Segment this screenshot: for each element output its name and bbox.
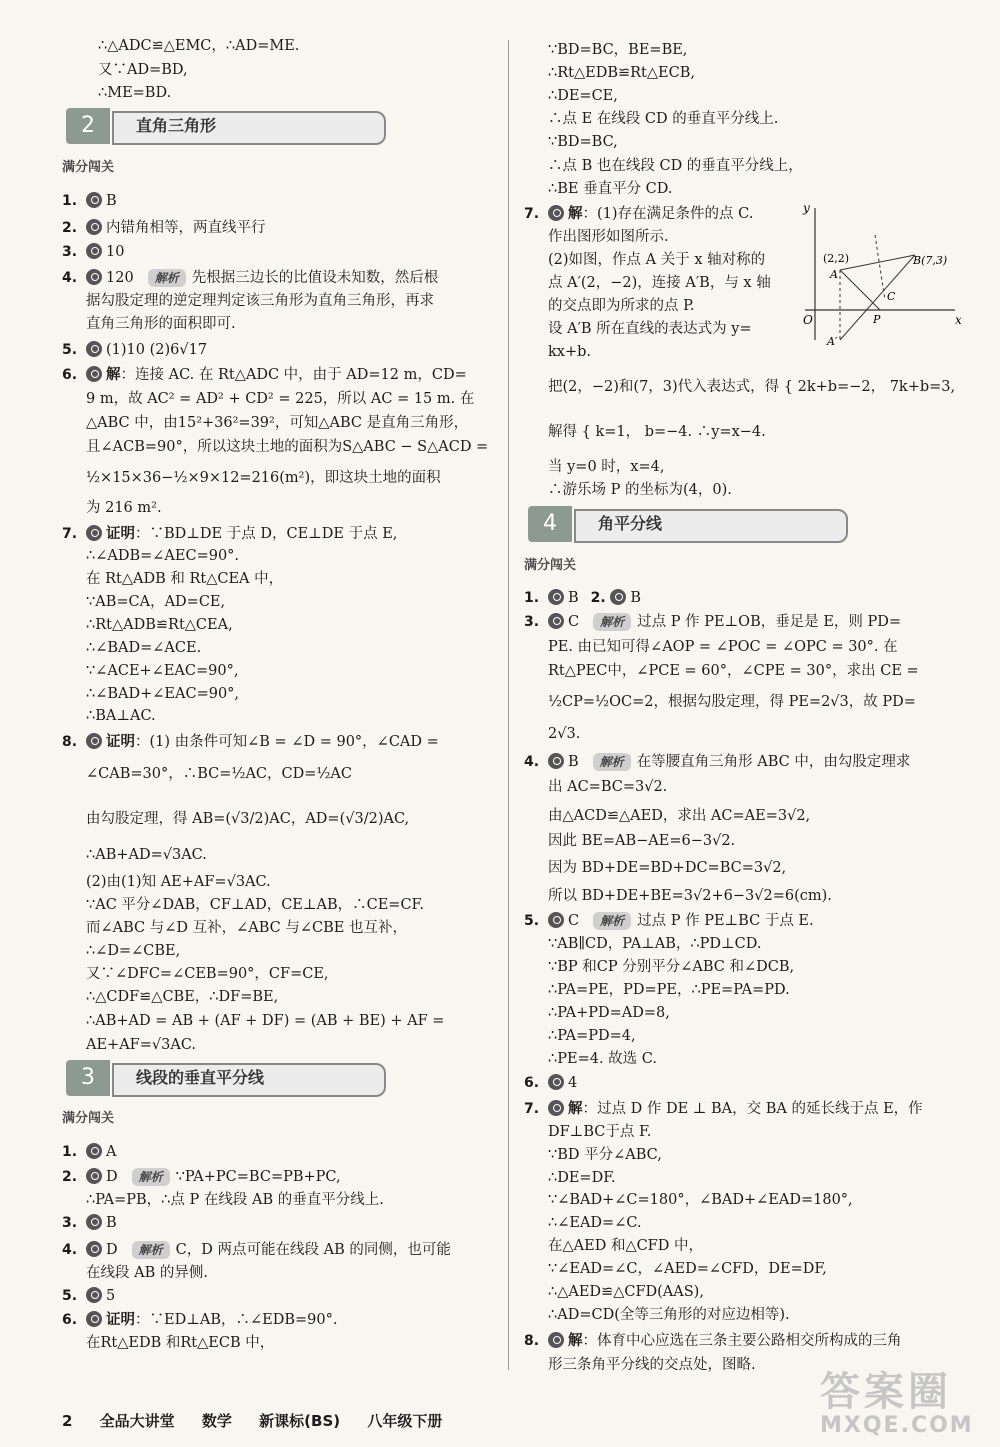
answer-text: B (568, 590, 579, 606)
question-number: 4. (62, 1242, 78, 1258)
solution-lead: 证明 (106, 733, 135, 750)
key-icon (86, 1143, 102, 1159)
solution-line (86, 1310, 337, 1330)
analysis-text: 出 AC=BC=3√2. (548, 779, 668, 795)
solution-text: kx+b. (548, 344, 592, 360)
analysis-text: 2√3. (548, 726, 581, 742)
key-icon (548, 1332, 564, 1348)
solution-line (548, 1099, 923, 1119)
answer (86, 218, 266, 238)
question-number: 5. (62, 342, 78, 358)
page-footer (62, 1410, 464, 1431)
analysis-text: 因此 BE=AB−AE=6−3√2. (548, 833, 736, 849)
answer (548, 612, 901, 632)
page-number: 2 (62, 1412, 73, 1430)
section-title: 直角三角形 (136, 116, 217, 135)
analysis-text: ∴PA=PE，PD=PE，∴PE=PA=PD. (548, 982, 790, 998)
answer (86, 1142, 116, 1162)
key-icon (86, 219, 102, 235)
key-icon (548, 589, 564, 605)
point-label: B(7,3) (913, 254, 948, 267)
solution-text: 在 Rt△ADB 和 Rt△CEA 中， (86, 571, 284, 587)
answer (86, 1213, 117, 1233)
section-number: 4 (528, 506, 572, 542)
key-icon (86, 366, 102, 382)
question-number: 6. (524, 1075, 540, 1091)
solution-text: 把(2，−2)和(7，3)代入表达式，得 { 2k+b=−2， 7k+b=3, (548, 379, 956, 395)
analysis-text: 过点 P 作 PE⊥OB，垂足是 E，则 PD= (637, 614, 902, 630)
analysis-text: Rt△PEC中，∠PCE = 60°，∠CPE = 30°，求出 CE = (548, 663, 919, 679)
analysis-text: 先根据三边长的比值设未知数，然后根 (191, 270, 439, 286)
solution-text: 解得 { k=1， b=−4. ∴y=x−4. (548, 424, 766, 440)
question-number: 6. (62, 367, 78, 383)
key-icon (86, 341, 102, 357)
analysis-text: ∴PA=PB，∴点 P 在线段 AB 的垂直平分线上. (86, 1192, 384, 1208)
key-icon (610, 589, 626, 605)
question-number: 8. (524, 1333, 540, 1349)
solution-line (86, 524, 397, 544)
solution-text: ∠CAB=30°，∴BC=½AC，CD=½AC (86, 766, 352, 782)
watermark-text: 答案圈 (820, 1369, 952, 1415)
subsection-label: 满分闯关 (524, 558, 577, 573)
solution-text: AE+AF=√3AC. (86, 1037, 197, 1053)
answer-text: A (106, 1144, 117, 1160)
solution-text: ½×15×36−½×9×12=216(m²)，即这块土地的面积 (86, 470, 441, 486)
analysis-text: ∵PA+PC=BC=PB+PC, (175, 1169, 341, 1185)
solution-text: 9 m，故 AC² = AD² + CD² = 225，所以 AC = 15 m. 在 (86, 391, 475, 407)
question-number: 1. (62, 1144, 78, 1160)
question-number: 6. (62, 1312, 78, 1328)
text-line: ∵BD=BC, (548, 134, 618, 150)
solution-text: ∵∠BAD+∠C=180°，∠BAD+∠EAD=180°, (548, 1192, 853, 1208)
column-divider (508, 40, 509, 1370)
key-icon (548, 205, 564, 221)
solution-text: ∵BD 平分∠ABC, (548, 1147, 662, 1163)
analysis-tag: 解析 (132, 1168, 170, 1186)
point-label: C (887, 290, 896, 303)
solution-lead: 解 (568, 1100, 583, 1117)
edition-label: 新课标(BS) (259, 1412, 341, 1430)
key-icon (86, 733, 102, 749)
question-number: 3. (62, 1215, 78, 1231)
section-number: 2 (66, 108, 110, 144)
answer-text: D (106, 1242, 118, 1258)
answer-text: 内错角相等，两直线平行 (106, 220, 266, 236)
answer (86, 242, 124, 262)
watermark-url: MXQE.COM (820, 1413, 974, 1438)
analysis-text: 因为 BD+DE=BD+DC=BC=3√2, (548, 860, 787, 876)
analysis-text: 在等腰直角三角形 ABC 中，由勾股定理求 (636, 754, 911, 770)
analysis-text: 所以 BD+DE+BE=3√2+6−3√2=6(cm). (548, 888, 832, 904)
watermark (820, 1360, 974, 1438)
question-number: 4. (62, 270, 78, 286)
solution-text: 当 y=0 时，x=4, (548, 459, 665, 475)
analysis-text: ∴PA=PD=4, (548, 1028, 636, 1044)
solution-text: 为 216 m². (86, 500, 162, 516)
solution-text: ∵∠ACE+∠EAC=90°, (86, 663, 239, 679)
solution-text: 在Rt△EDB 和Rt△ECB 中， (86, 1335, 275, 1351)
answer-text: 4 (568, 1075, 578, 1091)
solution-text: 点 A′(2，−2)，连接 A′B，与 x 轴 (548, 275, 771, 291)
solution-text: ∴∠D=∠CBE, (86, 943, 181, 959)
answer (548, 1073, 577, 1093)
y-axis-label: y (803, 201, 810, 215)
question-number: 4. (524, 754, 540, 770)
question-number: 7. (524, 1101, 540, 1117)
solution-text: 且∠ACB=90°，所以这块土地的面积为S△ABC − S△ACD = (86, 439, 489, 455)
answer-text: 120 (106, 270, 134, 286)
question-number: 3. (62, 244, 78, 260)
solution-text: ：体育中心应选在三条主要公路相交所构成的三角 (582, 1333, 902, 1349)
section-number: 3 (66, 1060, 110, 1096)
analysis-tag: 解析 (593, 613, 631, 631)
solution-text: ∴Rt△ADB≌Rt△CEA, (86, 617, 233, 633)
answer (548, 752, 910, 772)
solution-text: △ABC 中，由15²+36²=39²，可知△ABC 是直角三角形， (86, 415, 469, 431)
answer-text: (1)10 (2)6√17 (106, 342, 208, 358)
key-icon (548, 753, 564, 769)
point-label: A (830, 268, 838, 281)
solution-text: ：(1)存在满足条件的点 C. (582, 206, 754, 222)
question-number: 5. (524, 913, 540, 929)
subject-label: 数学 (201, 1412, 232, 1430)
solution-lead: 证明 (106, 525, 135, 542)
answer-text: C (568, 614, 580, 630)
solution-text: ∴∠BAD=∠ACE. (86, 640, 202, 656)
key-icon (548, 1100, 564, 1116)
answer (86, 1240, 451, 1260)
question-number: 2. (62, 1169, 78, 1185)
solution-text: 在△AED 和△CFD 中， (548, 1238, 703, 1254)
analysis-text: 过点 P 作 PE⊥BC 于点 E. (637, 913, 814, 929)
key-icon (86, 1241, 102, 1257)
analysis-text: ½CP=½OC=2，根据勾股定理，得 PE=2√3，故 PD= (548, 694, 916, 710)
x-axis-label: x (955, 313, 962, 327)
brand-name: 全品大讲堂 (99, 1412, 175, 1430)
solution-text: (2)由(1)知 AE+AF=√3AC. (86, 874, 271, 890)
analysis-text: ∵AB∥CD，PA⊥AB，∴PD⊥CD. (548, 936, 762, 952)
solution-text: ∴BA⊥AC. (86, 708, 156, 724)
answer (86, 268, 438, 288)
solution-text: ∵∠EAD=∠C，∠AED=∠CFD，DE=DF, (548, 1261, 827, 1277)
answer-text: 5 (106, 1288, 116, 1304)
solution-text: 由勾股定理，得 AB=(√3/2)AC，AD=(√3/2)AC, (86, 811, 410, 827)
answer-text: B (568, 754, 579, 770)
subsection-label: 满分闯关 (62, 160, 115, 175)
text-line: ∴△ADC≌△EMC，∴AD=ME. (98, 38, 300, 54)
text-line: 又∵AD=BD, (98, 62, 188, 78)
answer (86, 340, 207, 360)
key-icon (548, 1074, 564, 1090)
answer-text: B (106, 193, 117, 209)
text-line: ∴点 B 也在线段 CD 的垂直平分线上， (548, 158, 803, 174)
key-icon (548, 912, 564, 928)
solution-text: 形三条角平分线的交点处，图略. (548, 1357, 756, 1373)
solution-text: ∴∠ADB=∠AEC=90°. (86, 548, 240, 564)
solution-text: 的交点即为所求的点 P. (548, 298, 695, 314)
solution-text: ∴AD=CD(全等三角形的对应边相等). (548, 1307, 790, 1323)
section-title: 角平分线 (598, 514, 663, 533)
analysis-text: ∴PA+PD=AD=8, (548, 1005, 670, 1021)
text-line: ∴DE=CE, (548, 88, 618, 104)
solution-lead: 解 (106, 366, 121, 383)
key-icon (86, 1311, 102, 1327)
subsection-label: 满分闯关 (62, 1111, 115, 1126)
text-line: ∴点 E 在线段 CD 的垂直平分线上. (548, 111, 779, 127)
question-number: 1. (62, 193, 78, 209)
solution-lead: 解 (568, 205, 583, 222)
analysis-tag: 解析 (132, 1241, 170, 1259)
answer (86, 1286, 115, 1306)
answer (548, 911, 814, 931)
question-number: 1. (524, 590, 540, 606)
question-number: 2. (62, 220, 78, 236)
text-line: ∵BD=BC，BE=BE, (548, 42, 688, 58)
key-icon (86, 1287, 102, 1303)
analysis-text: 在线段 AB 的异侧. (86, 1265, 208, 1281)
analysis-text: 据勾股定理的逆定理判定该三角形为直角三角形，再求 (86, 293, 434, 309)
solution-text: ∴AB+AD = AB + (AF + DF) = (AB + BE) + AF = (86, 1013, 445, 1029)
answer-text: B (106, 1215, 117, 1231)
text-line: ∴ME=BD. (98, 85, 172, 101)
solution-text: 而∠ABC 与∠D 互补，∠ABC 与∠CBE 也互补， (86, 920, 407, 936)
coordinate-figure (795, 200, 965, 350)
solution-text: ：∵ED⊥AB，∴∠EDB=90°. (135, 1312, 338, 1328)
key-icon (548, 613, 564, 629)
question-number: 2. (590, 590, 606, 606)
key-icon (86, 1214, 102, 1230)
point-label: (2,2) (823, 252, 850, 265)
key-icon (86, 243, 102, 259)
answer (86, 1167, 341, 1187)
perpendicular-bisector (875, 235, 885, 300)
solution-line (86, 732, 439, 752)
question-number: 5. (62, 1288, 78, 1304)
solution-text: ：连接 AC. 在 Rt△ADC 中，由于 AD=12 m，CD= (120, 367, 467, 383)
answer-text: D (106, 1169, 118, 1185)
solution-text: ：∵BD⊥DE 于点 D，CE⊥DE 于点 E, (135, 526, 398, 542)
point-label: A′ (827, 335, 838, 348)
section-header-2 (66, 108, 396, 144)
answer (86, 191, 117, 211)
solution-text: DF⊥BC于点 F. (548, 1124, 652, 1140)
answer (548, 588, 641, 608)
solution-text: 又∵∠DFC=∠CEB=90°，CF=CE, (86, 966, 329, 982)
solution-lead: 解 (568, 1332, 583, 1349)
analysis-text: PE. 由已知可得∠AOP = ∠POC = ∠OPC = 30°. 在 (548, 639, 898, 655)
solution-text: ∴∠BAD+∠EAC=90°, (86, 686, 240, 702)
solution-line (548, 204, 753, 224)
point-label: P (873, 313, 881, 326)
solution-text: ∴AB+AD=√3AC. (86, 847, 207, 863)
question-number: 3. (524, 614, 540, 630)
solution-text: ∵AB=CA，AD=CE, (86, 594, 226, 610)
key-icon (86, 525, 102, 541)
section-header-3 (66, 1060, 396, 1096)
grade-label: 八年级下册 (367, 1412, 443, 1430)
origin-label: O (803, 313, 813, 327)
solution-text: ∴∠EAD=∠C. (548, 1215, 642, 1231)
section-title: 线段的垂直平分线 (136, 1068, 265, 1087)
solution-line (548, 1331, 902, 1351)
solution-text: ∵AC 平分∠DAB，CF⊥AD，CE⊥AB，∴CE=CF. (86, 897, 424, 913)
solution-text: ∴△CDF≌△CBE，∴DF=BE, (86, 989, 279, 1005)
answer-text: C (568, 913, 580, 929)
analysis-text: C，D 两点可能在线段 AB 的同侧，也可能 (175, 1242, 451, 1258)
solution-text: ：过点 D 作 DE ⊥ BA，交 BA 的延长线于点 E，作 (582, 1101, 923, 1117)
solution-lead: 证明 (106, 1311, 135, 1328)
analysis-tag: 解析 (593, 753, 631, 771)
analysis-tag: 解析 (593, 912, 631, 930)
key-icon (86, 1168, 102, 1184)
solution-text: ∴DE=DF. (548, 1170, 616, 1186)
question-number: 7. (524, 206, 540, 222)
answer-text: 10 (106, 244, 125, 260)
solution-text: ∴游乐场 P 的坐标为(4，0). (548, 482, 732, 498)
analysis-text: 直角三角形的面积即可. (86, 316, 236, 332)
text-line: ∴Rt△EDB≌Rt△ECB, (548, 65, 695, 81)
key-icon (86, 269, 102, 285)
question-number: 8. (62, 734, 78, 750)
solution-text: (2)如图，作点 A 关于 x 轴对称的 (548, 252, 766, 268)
solution-text: ：(1) 由条件可知∠B = ∠D = 90°，∠CAD = (135, 734, 439, 750)
answer-text: B (630, 590, 641, 606)
segment-ap (840, 270, 880, 310)
analysis-text: ∴PE=4. 故选 C. (548, 1051, 657, 1067)
question-number: 7. (62, 526, 78, 542)
section-header-4 (528, 506, 858, 542)
solution-text: 设 A′B 所在直线的表达式为 y= (548, 321, 752, 337)
key-icon (86, 192, 102, 208)
solution-text: ∴△AED≌△CFD(AAS), (548, 1284, 704, 1300)
analysis-text: 由△ACD≌△AED，求出 AC=AE=3√2, (548, 808, 811, 824)
solution-text: 作出图形如图所示. (548, 229, 669, 245)
solution-line (86, 365, 467, 385)
text-line: ∴BE 垂直平分 CD. (548, 181, 673, 197)
analysis-text: ∵BP 和CP 分别平分∠ABC 和∠DCB, (548, 959, 795, 975)
analysis-tag: 解析 (148, 269, 186, 287)
